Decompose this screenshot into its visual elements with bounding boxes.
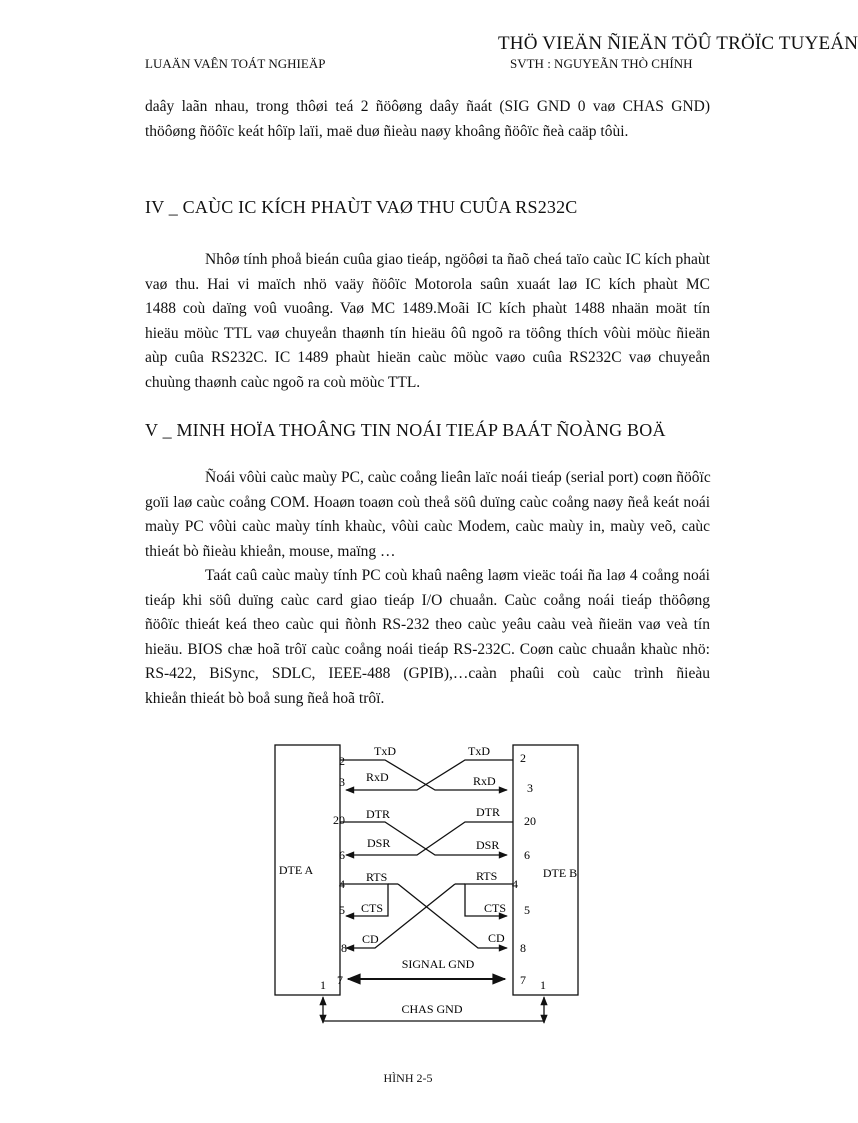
left-pin-2: 2 xyxy=(339,754,345,768)
text-line: tieáp khi söû duïng caùc card giao tieáp I/O chuaån. Caùc coång noái tieáp thöôøng xyxy=(145,591,710,609)
right-pin-4: 4 xyxy=(512,877,518,891)
text-line: ñöôïc thieát keá theo caùc qui ñònh RS-232 theo caùc yeâu caàu veà ñieän vaø veà tín xyxy=(145,616,710,633)
left-pin-20: 20 xyxy=(333,813,345,827)
text-line: 1488 coù daïng voû vuoâng. Vaø MC 1489.Moãi IC kích phaùt 1488 nhaän moät tín xyxy=(145,300,710,317)
chas-gnd-label: CHAS GND xyxy=(401,1002,463,1016)
text-line: chuùng thaønh caùc ngoõ ra coù möùc TTL. xyxy=(145,373,421,391)
dte-b-label: DTE B xyxy=(542,866,578,880)
right-signal-rxd: RxD xyxy=(473,774,496,788)
text-line: khieån thieát bò boå sung ñeå hoã trôï. xyxy=(145,689,385,707)
text-line: aùp cuûa RS232C. IC 1489 phaùt hieän caùc möùc vaøo cuûa RS232C vaø chuyeån xyxy=(145,349,710,366)
signal-gnd-label: SIGNAL GND xyxy=(401,957,475,971)
right-pin-8: 8 xyxy=(520,941,526,955)
right-pin-20: 20 xyxy=(524,814,536,828)
right-signal-dsr: DSR xyxy=(476,838,500,852)
text-line: vaø thu. Hai vi maïch nhö vaäy ñöôïc Motorola saûn xuaát laø IC kích phaùt MC xyxy=(145,275,710,293)
text-line: RS-422, BiSync, SDLC, IEEE-488 (GPIB),…caàn phaûi coù caùc trình ñieàu xyxy=(145,665,710,682)
text-line: hieäu möùc TTL vaø chuyeån thaønh tín hieäu ôû ngoõ ra töông thích vôùi möùc ñieän xyxy=(145,324,710,342)
dte-a-label: DTE A xyxy=(278,863,314,877)
text-line: goïi laø caùc coång COM. Hoaøn toaøn coù theå söû duïng caùc coång naøy ñeå keát noái xyxy=(145,493,710,511)
left-pin-5: 5 xyxy=(339,903,345,917)
text-line: daây laãn nhau, trong thôøi teá 2 ñöôøng daây ñaát (SIG GND 0 vaø CHAS GND) xyxy=(145,98,710,115)
left-pin-7: 7 xyxy=(337,973,343,987)
text-line: Taát caû caùc maùy tính PC coù khaû naêng laøm vieäc toái ña laø 4 coång noái xyxy=(205,567,710,584)
right-pin-1: 1 xyxy=(540,978,546,992)
section-heading-v: V _ MINH HOÏA THOÂNG TIN NOÁI TIEÁP BAÁT ÑOÀNG BOÄ xyxy=(145,420,666,440)
left-signal-txd: TxD xyxy=(374,744,396,758)
thesis-label: LUAÄN VAÊN TOÁT NGHIEÄP xyxy=(145,56,326,71)
section-heading-iv: IV _ CAÙC IC KÍCH PHAÙT VAØ THU CUÛA RS232C xyxy=(145,197,578,217)
right-signal-rts: RTS xyxy=(476,869,498,883)
right-pin-3: 3 xyxy=(527,781,533,795)
right-pin-5: 5 xyxy=(524,903,530,917)
left-pin-3: 3 xyxy=(339,775,345,789)
right-pin-2: 2 xyxy=(520,751,526,765)
left-signal-rts: RTS xyxy=(366,870,388,884)
right-pin-6: 6 xyxy=(524,848,530,862)
text-line: thieát bò ñieàu khieån, mouse, maïng … xyxy=(145,542,396,560)
text-line: thöôøng ñöôïc keát hôïp laïi, maë duø ñieàu naøy khoâng ñöôïc ñeà caäp tôùi. xyxy=(145,122,629,140)
left-signal-rxd: RxD xyxy=(366,770,389,784)
library-title: THÖ VIEÄN ÑIEÄN TÖÛ TRÖÏC TUYEÁN xyxy=(498,33,858,54)
right-signal-dtr: DTR xyxy=(476,805,500,819)
right-signal-txd: TxD xyxy=(468,744,490,758)
right-signal-cd: CD xyxy=(488,931,505,945)
left-signal-cts: CTS xyxy=(361,901,384,915)
text-line: Nhôø tính phoå bieán cuûa giao tieáp, ngöôøi ta ñaõ cheá taïo caùc IC kích phaùt xyxy=(205,251,710,268)
text-line: hieäu. BIOS chæ hoã trôï caùc coång noái tieáp RS-232C. Coøn caùc chuaån khaùc nhö: xyxy=(145,640,710,658)
left-pin-4: 4 xyxy=(339,877,345,891)
left-signal-dsr: DSR xyxy=(367,836,391,850)
author-label: SVTH : NGUYEÃN THÒ CHÍNH xyxy=(510,56,693,71)
left-pin-1: 1 xyxy=(320,978,326,992)
left-signal-cd: CD xyxy=(362,932,379,946)
figure-caption: HÌNH 2-5 xyxy=(383,1071,433,1085)
left-signal-dtr: DTR xyxy=(366,807,390,821)
right-signal-cts: CTS xyxy=(484,901,507,915)
text-line: maùy PC vôùi caùc maùy tính khaùc, vôùi caùc Modem, caùc maùy in, maùy veõ, caùc xyxy=(145,518,710,535)
left-pin-6: 6 xyxy=(339,848,345,862)
left-pin-8: 8 xyxy=(341,941,347,955)
right-pin-7: 7 xyxy=(520,973,526,987)
text-line: Ñoái vôùi caùc maùy PC, caùc coång lieân laïc noái tieáp (serial port) coøn ñöôïc xyxy=(205,469,711,486)
